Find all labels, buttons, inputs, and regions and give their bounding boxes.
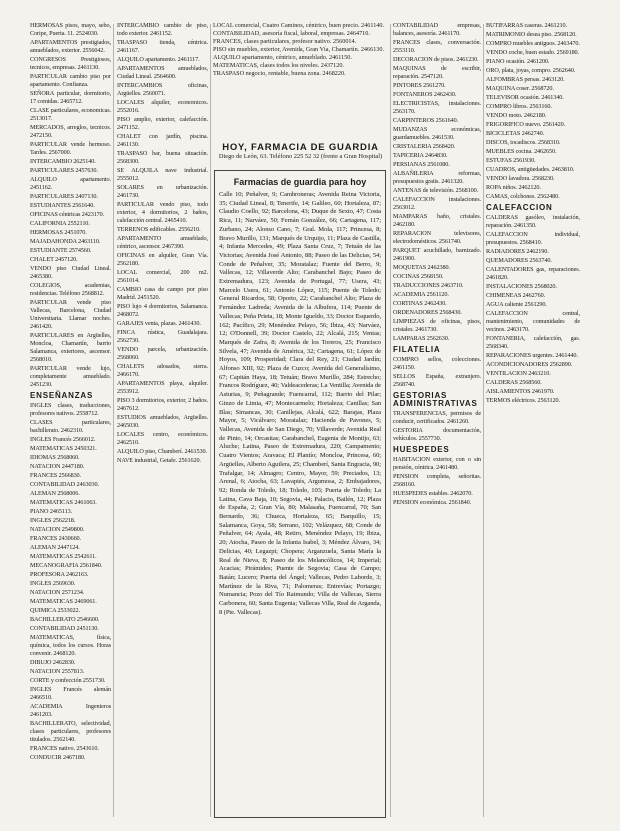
classified-ad: BICICLETAS 2462740.	[486, 130, 545, 137]
classified-ad: GARAJES venta, plazas. 2461430.	[117, 320, 201, 327]
classified-ad: CONTABILIDAD 2451130.	[30, 625, 99, 632]
pharmacies-on-duty-box	[214, 170, 386, 818]
classified-ad: LOCAL comercial, Cuatro Caminos, céntrico, buen precio. 2461140.	[213, 22, 385, 29]
classified-ad: CHIMENEAS 2462760.	[486, 292, 546, 299]
classified-ad: INGLES 2562218.	[30, 517, 76, 524]
classified-ad: COCINAS 2568150.	[393, 273, 444, 280]
classified-ad: NATACION 2549800.	[30, 526, 85, 533]
classified-ad: TAPICERIA 2464830.	[393, 152, 448, 159]
classified-ad: CORTINAS 2462430.	[393, 300, 447, 307]
classified-ad: VENDO parcela, urbanización. 2568060.	[117, 346, 208, 361]
classified-ad: MUDANZAS económicas, guardamuebles. 2461530.	[393, 126, 481, 141]
column-rule	[210, 24, 211, 817]
classified-ad: REPARACIONES urgentes. 2461440.	[486, 352, 578, 359]
classified-ad: SEÑORA particular, dormitorio, 17 comidas. 2465712.	[30, 90, 111, 105]
classified-ad: VENDO coche, buen estado. 2569180.	[486, 49, 579, 56]
classified-ad: TERMOS eléctricos. 2563120.	[486, 397, 560, 404]
classified-ad: CHALET 2457120.	[30, 256, 78, 263]
classified-ad: ALBAÑILERIA reformas, presupuestos gratis. 2461320.	[393, 170, 481, 185]
classified-ad: PISO lujo 4 dormitorios, Salamanca. 2468072.	[117, 303, 208, 318]
classified-ad: PINTORES 2561270.	[393, 82, 446, 89]
pharmacy-banner	[213, 142, 388, 161]
classified-ad: ALQUILO apartamento. 2461117.	[117, 56, 200, 63]
classified-ad: QUIMICA 2533022.	[30, 607, 80, 614]
classified-ad: NAVE industrial, Getafe. 2561620.	[117, 457, 201, 464]
classified-ad: CALEFACCION instalaciones. 2563012.	[393, 196, 481, 211]
classified-ad: TERRENOS edificables. 2556210.	[117, 226, 201, 233]
classified-ad: VENDO moto. 2462180.	[486, 112, 547, 119]
ad-list	[486, 22, 580, 201]
classified-ad: MOQUETAS 2462380.	[393, 264, 450, 271]
classified-ad: CALENTADORES gas, reparaciones. 2461820.	[486, 266, 580, 281]
pharmacy-banner-title: HOY, FARMACIA DE GUARDIA	[222, 142, 379, 153]
classified-ad: PISO sin muebles, exterior, Avenida, Gran Vía, Chamartín. 2466130.	[213, 46, 385, 53]
classified-ad: FRANCES clases, conversación. 2553110.	[393, 39, 481, 54]
classified-ad: TRADUCCIONES 2463710.	[393, 282, 464, 289]
classified-ad: INTERCAMBIO 2625140.	[30, 158, 96, 165]
classified-ad: FRANCES, clases particulares, profesor nativo. 2560014.	[213, 38, 357, 45]
classified-ad: ESTUDIANTES 2561640.	[30, 202, 95, 209]
classified-ad: CLASE particulares, economicas. 2513017.	[30, 107, 111, 122]
section-heading-filatelia: FILATELIA	[393, 345, 441, 354]
classified-ad: CONDUCIR 2467180.	[30, 754, 86, 761]
classified-ad: CARPINTEROS 2561640.	[393, 117, 459, 124]
classified-ad: PROFESORA 2462163.	[30, 571, 89, 578]
classified-ad: HUESPEDES estables. 2462070.	[393, 490, 473, 497]
classified-ad: ALQUILO apartamento, céntrico, amueblado. 2461150.	[213, 54, 352, 61]
classified-ad: PERSIANAS 2561080.	[393, 161, 450, 168]
classified-ad: ESTUDIOS amueblados, Argüelles. 2465030.	[117, 414, 208, 429]
classified-ad: APARTAMENTOS prestigiados, amueblados, exterior. 2556042.	[30, 39, 111, 54]
classified-ad: PARTICULAR cambio piso por apartamento. Confianza.	[30, 73, 111, 88]
classified-ad: DIBUJO 2462830.	[30, 659, 76, 666]
classified-ad: CAMBIO casa de campo por piso Madrid. 2451520.	[117, 286, 208, 301]
classified-ad: ALQUILO piso, Chamberí. 2461530.	[117, 448, 207, 455]
classified-ad: CALEFACCION individual, presupuestos. 2568410.	[486, 231, 580, 246]
classified-ad: HABITACION exterior, con o sin pensión, céntrica. 2461480.	[393, 456, 481, 471]
classified-ad: BACHILLERATO, selectividad, clases particulares, profesores titulados. 2562140.	[30, 720, 111, 743]
classified-ad: AISLAMIENTOS 2461970.	[486, 388, 555, 395]
classified-ad: ESTUFAS 2561930.	[486, 157, 536, 164]
classified-ad: LIMPIEZAS de oficinas, pisos, cristales. 2461730.	[393, 318, 481, 333]
column-rule	[113, 24, 114, 817]
classified-ad: FRANCES 2430660.	[30, 535, 82, 542]
classified-ad: INTERCAMBIOS oficinas, Argüelles. 2560071.	[117, 82, 208, 97]
classified-ad: DECORACION de pisos. 2461230.	[393, 56, 479, 63]
section-heading-huespedes: HUESPEDES	[393, 445, 450, 454]
classified-ad: NATACION 2571234.	[30, 589, 85, 596]
pharmacies-on-duty-list: Calle 10; Peñalver, 9; Cambroneras; Avenida Reina Victoria, 35; Ciudad Lineal, 8; Tenerife, 14; Galileo, 60; Hortaleza, 87; Claudio Coello, 92; Barcelona, 43; Duque de Sexto, 47; Costa Rica, 11; Narváez, 50; Fernán González, 66; Cartagena, 117; Zurbano, 24; Alonso Cano, 7; Gral. Mola, 117; Princesa, 8; Bravo Murillo, 131; Marqués de Urquijo, 11; Plaza de Castilla, 4; Infanta Mercedes, 49; Plaza Santa Cruz, 7; Tetuán de las Victorias; Avenida José Antonio, 88; Paseo de las Delicias, 54; Conde de Peñalver, 35; Moratalaz; Fuente del Berro, 9; Vallecas, 12; Villaverde Alto; Carabanchel Bajo; Paseo de Extremadura, 123; Avenida de Portugal, 77; Usera, 43; Marcelo Usera, 61; Antonio López, 115; Puente de Toledo; General Ricardos, 58; Oporto, 22; Carabanchel Alto; Plaza de Fernández Ladreda; Avenida de la Albufera, 114; Puente de Vallecas; Peña Prieta, 18; Monte Igueldo, 33; Doctor Esquerdo, 162; Pacífico, 29; Menéndez Pelayo, 56; Ibiza, 43; Narváez, 12; O'Donnell, 39; Doctor Castelo, 22; Alcalá, 215; Ventas; Marqués de Zafra, 8; Avenida de los Toreros, 25; Francisco Silvela, 47; Avenida de América, 32; Cartagena, 61; López de Hoyos, 109; Prosperidad; Clara del Rey, 21; Ciudad Jardín; Alfonso XIII, 92; Plaza de Cuzco; Avenida del Generalísimo, 67; Capitán Haya, 18; Tetuán; Bravo Murillo, 284; Estrecho; Francos Rodríguez, 40; Valdeacederas; La Ventilla; Avenida de Asturias, 9; Peñagrande; Fuencarral, 112; Barrio del Pilar; Ginzo de Limia, 47; Montecarmelo; Hortaleza; Canillas; San Blas; Simancas, 30; Canillejas, Alcalá, 622; Barajas, Plaza Mayor, 5; Vicálvaro; Moratalaz; Hacienda de Pavones, 5; Vallecas, Avenida de San Diego, 70; Villaverde; Avenida Real de Pinto, 14; Orcasitas; Carabanchel, Eugenia de Montijo, 63; Aluche; Latina, Paseo de Extremadura, 220; Campamento; Cuatro Vientos; Aravaca; El Plantío; Moncloa, Princesa, 60; Argüelles, Alberto Aguilera, 25; Chamberí, Santa Engracia, 90; Trafalgar, 14; Almagro; Centro, Mayor, 59; Preciados, 13; Arenal, 6; Atocha, 63; Lavapiés, Argumosa, 2; Embajadores, 92; Ronda de Toledo, 18; Toledo, 103; Puerta de Toledo; La Latina, Cava Baja, 10; Segovia, 44; Palacio, Bailén, 12; Plaza de España, 2; Gran Vía, 80; Malasaña, Fuencarral, 70; San Bernardo, 36; Chueca, Hortaleza, 65; Barquillo, 15; Salamanca, Goya, 58; Serrano, 102; Velázquez, 68; Conde de Peñalver, 64; Ayala, 48; Retiro, Menéndez Pelayo, 19; Ibiza, 20; Atocha, Paseo de la Infanta Isabel, 3; Méndez Álvaro, 34; Delicias, 40; Legazpi; Chopera; Arganzuela, Santa María la Real de Nieva, 8; Paseo de los Melancólicos, 14; Imperial; Acacias; Pirámides; Puente de Segovia; Casa de Campo; Batán; Lucero; Puerta del Ángel; Vallecas, Pedro Laborde, 3; Martínez de la Riva, 71; Palomeras; Entrevías; Portazgo; Numancia; Pozo del Tío Raimundo; Villa de Vallecas, Sierra Carbonera, 60; Santa Eugenia; Vallecas Villa, Real de Arganda, 8 (Pte. Vallecas).	[219, 191, 381, 616]
classified-ad: ROPA niños. 2462120.	[486, 184, 541, 191]
classified-column-2	[117, 22, 208, 823]
classified-ad: HERMOSAS 2451070.	[30, 229, 87, 236]
classified-ad: ACADEMIA Ingenieros 2461203.	[30, 703, 111, 718]
classified-ad: CRISTALERIA 2568420.	[393, 143, 456, 150]
classified-ad: IDIOMAS 2568060.	[30, 454, 80, 461]
classified-ad: FONTANERIA, calefacción, gas. 2568340.	[486, 335, 580, 350]
ad-list	[393, 410, 481, 443]
classified-ad: COMPRO muebles antiguos. 2463470.	[486, 40, 580, 47]
classified-ad: MATEMATICAS 2542611.	[30, 553, 97, 560]
classified-column-1	[30, 22, 111, 823]
classified-ad: FONTANEROS 2462430.	[393, 91, 457, 98]
section-heading-calefaccion: CALEFACCION	[486, 203, 553, 212]
classified-ad: SOLARES en urbanización. 2461730.	[117, 184, 208, 199]
classified-ad: CONTABILIDAD empresas, balances, asesoría. 2461170.	[393, 22, 481, 37]
pharmacies-on-duty-title: Farmacias de guardia para hoy	[233, 177, 367, 187]
classified-top-fragment	[213, 22, 388, 134]
classified-ad: CORTE y confección 2551730.	[30, 677, 106, 684]
classified-ad: NATACION 2447180.	[30, 463, 85, 470]
classified-ad: MATEMATICAS 2461063.	[30, 499, 97, 506]
classified-ad: MATEMATICAS 2469061.	[30, 598, 97, 605]
classified-ad: PARTICULARES en Argüelles, Moncloa, Chamartín, barrio Salamanca, exteriores, ascensor. 2568010.	[30, 332, 111, 363]
classified-ad: OFICINAS en alquiler, Gran Vía. 2562180.	[117, 252, 208, 267]
ad-list	[213, 22, 388, 78]
classified-ad: ELECTRICISTAS, instalaciones. 2563170.	[393, 100, 481, 115]
classified-ad: CHALET con jardín, piscina. 2461130.	[117, 133, 208, 148]
classified-ad: CONTABILIDAD 2463030.	[30, 481, 99, 488]
classified-ad: LOCALES centro, económicos. 2462510.	[117, 431, 208, 446]
classified-ad: PIANO ocasión. 2461200.	[486, 58, 550, 65]
column-rule	[483, 24, 484, 817]
classified-ad: MATRIMONIO desea piso. 2568120.	[486, 31, 577, 38]
classified-ad: FRANCES nativo. 2543610.	[30, 745, 99, 752]
classified-ad: PARTICULAR vende piso Vallecas, Barcelona, Ciudad Universitaria. Llamar noches. 2461420.	[30, 299, 111, 330]
classified-ad: ACONDICIONADORES 2562890.	[486, 361, 573, 368]
classified-ad: CAMAS, colchones. 2562480.	[486, 193, 560, 200]
classified-ad: LOCALES alquiler, economicos. 2552016.	[117, 99, 208, 114]
classified-ad: INGLES 2569630.	[30, 580, 76, 587]
classified-ad: ALEMAN 2568006.	[30, 490, 80, 497]
classified-ad: PARTICULAR vendo piso, todo exterior, 4 dormitorios, 2 baños, calefacción central. 2465410.	[117, 201, 208, 224]
classified-ad: APARTAMENTOS playa, alquiler. 2553912.	[117, 380, 208, 395]
ad-list	[117, 22, 208, 465]
classified-ad: ANTENAS de televisión. 2568100.	[393, 187, 479, 194]
classified-ad: MATEMATICAS 2450321.	[30, 445, 97, 452]
classified-column-5	[486, 22, 580, 823]
classified-ad: SE ALQUILA nave industrial. 2555012.	[117, 167, 208, 182]
classified-ad: INGLES Francés 2566012.	[30, 436, 96, 443]
classified-ad: SELLOS España, extranjero. 2568740.	[393, 373, 481, 388]
classified-ad: TRASPASO bar, buena situación. 2568300.	[117, 150, 208, 165]
classified-ad: MUEBLES cocina. 2462650.	[486, 148, 557, 155]
classified-ad: VENTILACION 2463210.	[486, 370, 551, 377]
classified-ad: CONGRESOS Prestigiosos, tecnicos, empresas. 2461130.	[30, 56, 111, 71]
classified-ad: NATACION 2557813.	[30, 668, 85, 675]
ad-list	[393, 456, 481, 507]
classified-ad: CALDERAS 2568560.	[486, 379, 542, 386]
classified-ad: VENDO piso Ciudad Lineal. 2465380.	[30, 265, 111, 280]
classified-ad: AGUA caliente 2561290.	[486, 301, 547, 308]
ad-list	[393, 22, 481, 343]
classified-ad: REPARACION televisores, electrodomésticos. 2561740.	[393, 230, 481, 245]
classified-ad: MERCADOS, arreglos, tecnicos. 2472150.	[30, 124, 111, 139]
classified-ad: PARTICULAR vende hermoso. Tardes. 2567000.	[30, 141, 111, 156]
classified-ad: PARTICULARES 2407130.	[30, 193, 98, 200]
classified-ad: FINCA rústica, Guadalajara. 2562730.	[117, 329, 208, 344]
classified-ad: LOCAL comercial, 200 m2. 2561014.	[117, 269, 208, 284]
classified-ad: DISCOS, tocadiscos. 2568310.	[486, 139, 561, 146]
column-rule	[390, 24, 391, 817]
classified-ad: MATEMATICAS, física, química, todos los cursos. Horas convenir. 2468120.	[30, 634, 111, 657]
classified-ad: ESTUDIANTE 2574560.	[30, 247, 92, 254]
classified-ad: TRASPASO negocio, rentable, buena zona. 2468220.	[213, 70, 346, 77]
classified-ad: BACHILLERATO 2546600.	[30, 616, 100, 623]
classified-ad: PIANO 2465113.	[30, 508, 73, 515]
section-heading-gestorias: GESTORIAS ADMINISTRATIVAS	[393, 391, 478, 408]
classified-ad: MAQUINAS de escribir, reparación. 2547120.	[393, 65, 481, 80]
classified-ad: TRASPASO tienda, céntrica. 2461167.	[117, 39, 208, 54]
classified-ad: ORDENADORES 2568430.	[393, 309, 462, 316]
classified-ad: ALEMAN 2447124.	[30, 544, 80, 551]
classified-ad: GESTORIA documentación, vehículos. 2557730.	[393, 427, 481, 442]
classified-ad: APARTAMENTOS amueblados, Ciudad Lineal. 2564600.	[117, 65, 208, 80]
ad-list	[30, 22, 111, 389]
classified-ad: CALDERAS gasóleo, instalación, reparación. 2461350.	[486, 214, 580, 229]
classified-ad: COLEGIOS, academias, residencias. Teléfono 2568812.	[30, 282, 111, 297]
classified-ad: CUADROS, antigüedades. 2463810.	[486, 166, 575, 173]
classified-ad: ORO, plata, joyas, compro. 2562640.	[486, 67, 576, 74]
classified-ad: CHALETS adosados, sierra. 2466170.	[117, 363, 208, 378]
classified-ad: LAMPARAS 2562630.	[393, 335, 450, 342]
classified-ad: INSTALACIONES 2568020.	[486, 283, 557, 290]
classified-ad: CLASES particulares, bachillerato. 2462310.	[30, 419, 111, 434]
classified-ad: INTERCAMBIO cambio de piso, todo exterior. 2461152.	[117, 22, 208, 37]
classified-ad: HERMOSAS pisos, mayo, sebo, Coripe, Puerta. 11. 2524030.	[30, 22, 111, 37]
classified-ad: QUEMADORES 2563740.	[486, 257, 552, 264]
classified-ad: COMPRO libros. 2563160.	[486, 103, 552, 110]
classified-ad: TELEVISOR ocasión. 2461340.	[486, 94, 564, 101]
classified-ad: PISO amplio, exterior, calefacción. 2471152.	[117, 116, 208, 131]
classified-ad: FRANCES 2566830.	[30, 472, 82, 479]
classified-ad: ALFOMBRAS persas. 2463120.	[486, 76, 565, 83]
pharmacy-banner-address: Diego de León, 63. Teléfono 225 52 32 (frente a Gran Hospital)	[218, 153, 383, 160]
classified-ad: CALIFORNIA 2552110.	[30, 220, 90, 227]
classified-ad: PARTICULARES 2457630.	[30, 167, 98, 174]
classified-ad: COMPRO sellos, colecciones. 2461150.	[393, 356, 481, 371]
ad-list	[30, 402, 111, 762]
classified-ad: OFICINAS céntricas 2423170.	[30, 211, 105, 218]
classified-ad: PISO 3 dormitorios, exterior, 2 baños. 2467612.	[117, 397, 208, 412]
ad-list	[393, 356, 481, 389]
classified-column-4	[393, 22, 481, 823]
classified-ad: MECANOGRAFIA 2561840.	[30, 562, 103, 569]
classified-ad: CONTABILIDAD, asesoría fiscal, laboral, empresas. 2464710.	[213, 30, 370, 37]
classified-ad: ACADEMIA 2561120.	[393, 291, 449, 298]
classified-ad: MATEMATICAS, clases todos los niveles. 2437120.	[213, 62, 344, 69]
classified-ad: APARTAMENTO amueblado, céntrico, ascensor. 2467390.	[117, 235, 208, 250]
classified-ad: RADIADORES 2462190.	[486, 248, 549, 255]
classified-ad: TRANSFERENCIAS, permisos de conducir, certificados. 2461260.	[393, 410, 481, 425]
classified-ad: ALQUILO apartamento. 2451162.	[30, 176, 111, 191]
classified-ad: VENDO lavadora. 2568230.	[486, 175, 555, 182]
classified-ad: BUTIFARRAS caseras. 2461210.	[486, 22, 567, 29]
classified-ad: PENSION económica. 2561840.	[393, 499, 472, 506]
ad-list	[486, 214, 580, 405]
classified-ad: INGLES clases, traducciones, profesores nativos. 2558712.	[30, 402, 111, 417]
classified-ad: FRIGORIFICO nuevo. 2561420.	[486, 121, 566, 128]
classified-ad: PARQUET acuchillado, barnizado. 2461900.	[393, 247, 481, 262]
classified-ad: MAMPARAS baño, cristales. 2462180.	[393, 213, 481, 228]
classified-ad: INGLES Francés alemán 2466510.	[30, 686, 111, 701]
section-heading-ensenanzas: ENSEÑANZAS	[30, 391, 94, 400]
classified-ad: CALEFACCION central, mantenimiento, comunidades de vecinos. 2463170.	[486, 310, 580, 333]
classified-ad: MAQUINA coser. 2568720.	[486, 85, 554, 92]
classified-ad: PARTICULAR vende lujo, completamente amueblado. 2451230.	[30, 365, 111, 388]
classified-ad: MAJADAHONDA 2463110.	[30, 238, 101, 245]
classified-ad: PENSION completa, señoritas. 2568160.	[393, 473, 481, 488]
